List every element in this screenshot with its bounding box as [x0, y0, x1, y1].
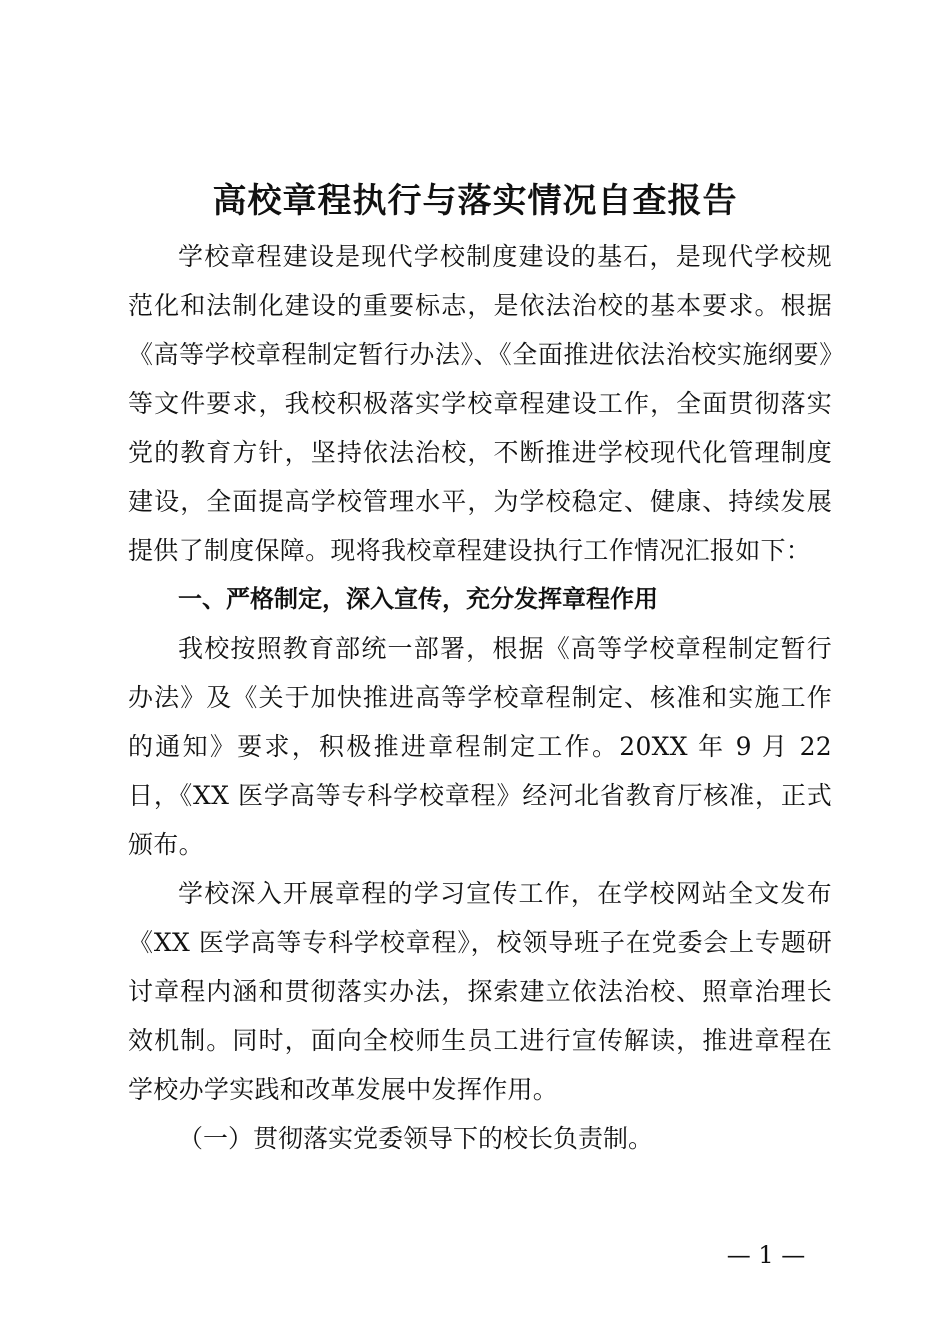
- section-paragraph-2: 学校深入开展章程的学习宣传工作，在学校网站全文发布《XX 医学高等专科学校章程》，校领导班子在党委会上专题研讨章程内涵和贯彻落实办法，探索建立依法治校、照章治理长效机制。同时，面向全校师生员工进行宣传解读，推进章程在学校办学实践和改革发展中发挥作用。: [128, 879, 832, 1104]
- document-title: 高校章程执行与落实情况自查报告: [212, 181, 738, 221]
- intro-paragraph: 学校章程建设是现代学校制度建设的基石，是现代学校规范化和法制化建设的重要标志，是依法治校的基本要求。根据《高等学校章程制定暂行办法》、《全面推进依法治校实施纲要》等文件要求，我校积极落实学校章程建设工作，全面贯彻落实党的教育方针，坚持依法治校，不断推进学校现代化管理制度建设，全面提高学校管理水平，为学校稳定、健康、持续发展提供了制度保障。现将我校章程建设执行工作情况汇报如下：: [128, 242, 832, 565]
- section-heading: 一、严格制定，深入宣传，充分发挥章程作用: [178, 585, 658, 613]
- section-paragraph-1: 我校按照教育部统一部署，根据《高等学校章程制定暂行办法》及《关于加快推进高等学校章程制定、核准和实施工作的通知》要求，积极推进章程制定工作。20XX 年 9 月 22 日，《XX 医学高等专科学校章程》经河北省教育厅核准，正式颁布。: [128, 634, 832, 859]
- subsection-heading: （一）贯彻落实党委领导下的校长负责制。: [178, 1124, 654, 1153]
- document-body: [128, 232, 832, 1163]
- page-number: — 1 —: [726, 1241, 806, 1269]
